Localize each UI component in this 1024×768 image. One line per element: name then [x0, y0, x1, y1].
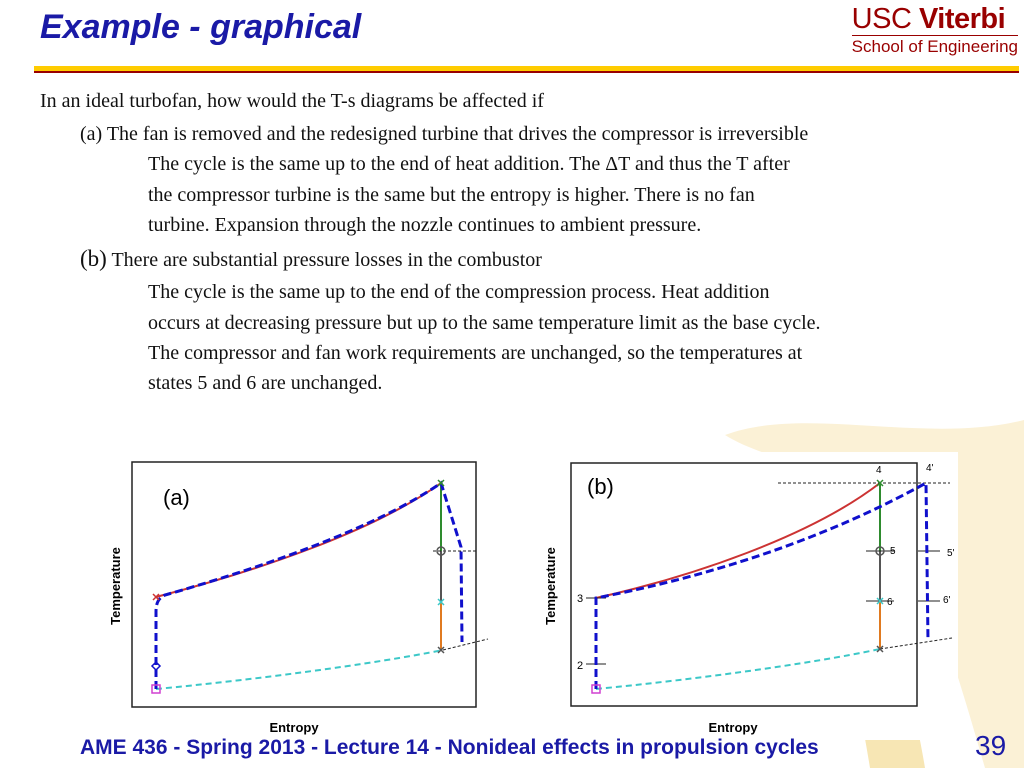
state-label-6p: 6': [943, 595, 951, 606]
state-label-3: 3: [577, 593, 584, 605]
question-b: [80, 244, 542, 275]
slide-title: Example - graphical: [40, 8, 362, 46]
logo-viterbi-text: Viterbi: [918, 3, 1006, 35]
state-label-6: 6: [887, 597, 893, 608]
logo-usc-text: USC: [851, 3, 919, 35]
ts-diagram-b: [540, 452, 958, 740]
plot-frame: [571, 463, 917, 706]
state-label-4: 4: [876, 465, 882, 476]
state-label-4p: 4': [926, 463, 934, 474]
answer-b-line-4: states 5 and 6 are unchanged.: [148, 372, 383, 394]
question-b-label: (b): [80, 246, 107, 271]
panel-label: (b): [587, 474, 614, 499]
footer-text: AME 436 - Spring 2013 - Lecture 14 - Nonideal effects in propulsion cycles: [80, 736, 819, 759]
answer-b-line-2: occurs at decreasing pressure but up to the same temperature limit as the base cycle.: [148, 312, 821, 334]
state-label-5p: 5': [947, 548, 955, 559]
x-axis-label: Entropy: [708, 720, 758, 735]
answer-b-line-3: The compressor and fan work requirements are unchanged, so the temperatures at: [148, 342, 803, 364]
header-rule-cardinal: [34, 71, 1019, 73]
panel-label: (a): [163, 485, 190, 510]
logo-school-text: School of Engineering: [851, 37, 1018, 56]
y-axis-label: Temperature: [108, 547, 123, 625]
answer-a-line-2: the compressor turbine is the same but the entropy is higher. There is no fan: [148, 184, 755, 206]
x-axis-label: Entropy: [269, 720, 319, 735]
ts-diagram-a: [103, 452, 490, 740]
intro-text: In an ideal turbofan, how would the T-s diagrams be affected if: [40, 90, 544, 112]
state-label-2: 2: [577, 660, 584, 672]
state-label-5: 5: [890, 546, 896, 557]
answer-a-line-1: The cycle is the same up to the end of heat addition. The ΔT and thus the T after: [148, 153, 790, 175]
usc-viterbi-logo: [852, 3, 1018, 57]
answer-a-line-3: turbine. Expansion through the nozzle continues to ambient pressure.: [148, 214, 702, 236]
page-number: 39: [975, 730, 1007, 761]
question-b-text: There are substantial pressure losses in the combustor: [111, 249, 542, 271]
question-a: (a) The fan is removed and the redesigned turbine that drives the compressor is irreversible: [80, 123, 809, 145]
y-axis-label: Temperature: [543, 547, 558, 625]
answer-b-line-1: The cycle is the same up to the end of the compression process. Heat addition: [148, 281, 770, 303]
